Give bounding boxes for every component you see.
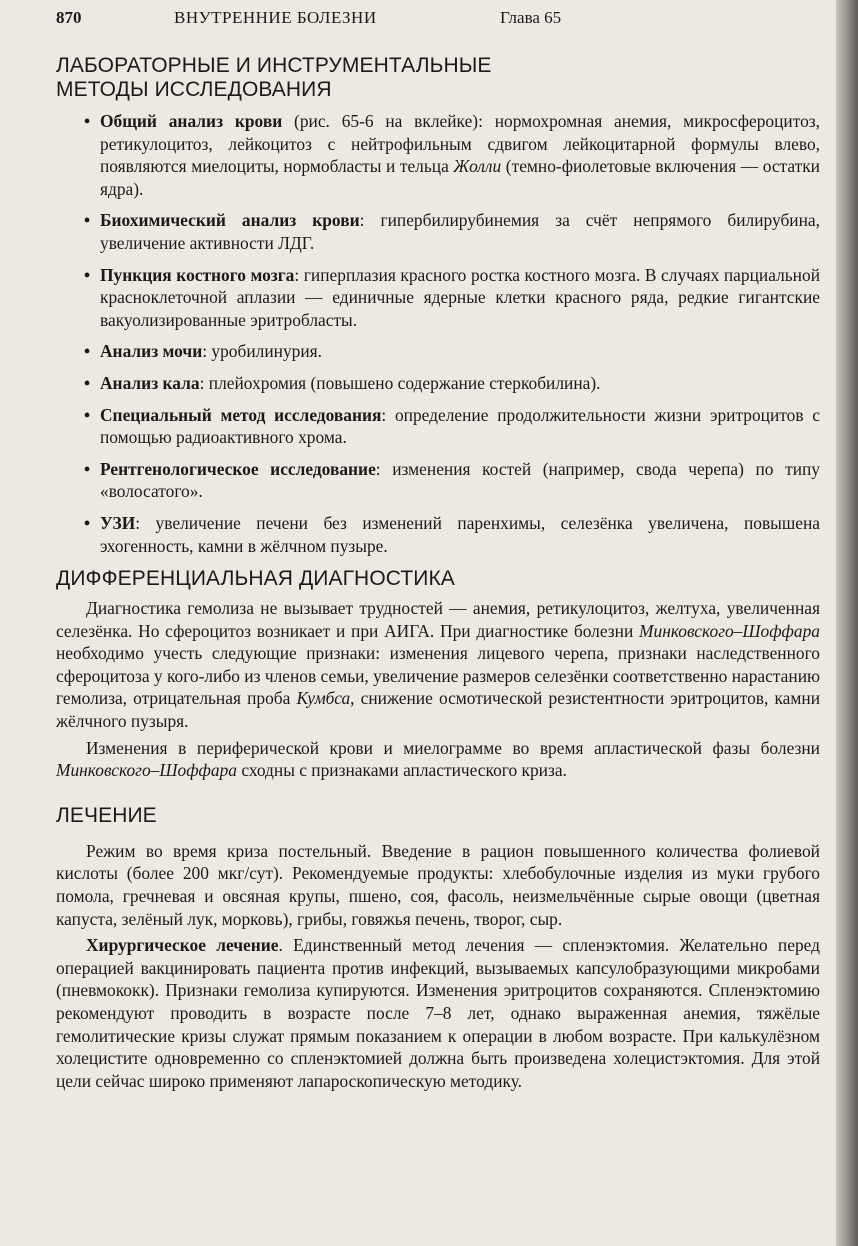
heading-lab-methods: ЛАБОРАТОРНЫЕ И ИНСТРУМЕНТАЛЬНЫЕ МЕТОДЫ ИССЛЕДОВАНИЯ — [56, 54, 492, 101]
paragraph-diagnosis: Диагностика гемолиза не вызывает трудностей — анемия, ретикулоцитоз, желтуха, увеличенная селезёнка. Но сфероцитоз возникает и при АИГА. При диагностике болезни Минковского–Шоффара необходимо учесть следующие признаки: изменения лицевого черепа, признаки наследственного сфероцитоза у кого-либо из членов семьи, увеличение размеров селезёнки соответственно нарастанию гемолиза, отрицательная проба Кумбса, снижение осмотической резистентности эритроцитов, камни жёлчного пузыря. — [56, 598, 821, 732]
list-item: • Общий анализ крови (рис. 65-6 на вклейке): нормохромная анемия, микросфероцитоз, ретикулоцитоз, лейкоцитоз с нейтрофильным сдвигом лейкоцитарной формулы влево, появляются миелоциты, нормобласты и тельца Жолли (темно-фиолетовые включения — остатки ядра). — [84, 111, 820, 199]
chapter-label: Глава 65 — [500, 8, 562, 27]
list-item: • Анализ мочи: уробилинурия. — [84, 341, 322, 362]
book-spine-shadow — [836, 0, 858, 1246]
paragraph-surgery: Хирургическое лечение. Единственный метод лечения — спленэктомия. Желательно перед операцией вакцинировать пациента против инфекций, вызываемых капсулобразующими микробами (пневмококк). Признаки гемолиза купируются. Изменения эритроцитов сохраняются. Спленэктомию рекомендуют проводить в возрасте после 7–8 лет, однако выраженная анемия, тяжёлые гемолитические кризы служат прямым показанием к операции в любом возрасте. При калькулёзном холецистите одновременно со спленэктомией должна быть произведена холецистэктомия. Для этой цели сейчас широко применяют лапароскопическую методику. — [56, 935, 820, 1091]
list-item: • Анализ кала: плейохромия (повышено содержание стеркобилина). — [84, 372, 601, 393]
page-content — [56, 54, 820, 1092]
paragraph-aplastic-phase: Изменения в периферической крови и миелограмме во время апластической фазы болезни Минковского–Шоффара сходны с признаками апластического криза. — [56, 737, 820, 781]
heading-treatment: ЛЕЧЕНИЕ — [56, 803, 157, 827]
heading-differential-diagnosis: ДИФФЕРЕНЦИАЛЬНАЯ ДИАГНОСТИКА — [56, 567, 455, 591]
list-item: • Пункция костного мозга: гиперплазия красного ростка костного мозга. В случаях парциальной красноклеточной аплазии — единичные ядерные клетки красного ряда, редкие гигантские вакуолизированные эритробласты. — [84, 264, 820, 330]
running-head — [56, 8, 816, 32]
list-item: • Рентгенологическое исследование: изменения костей (например, свода черепа) по типу «волосатого». — [84, 458, 820, 502]
paragraph-regimen: Режим во время криза постельный. Введение в рацион повышенного количества фолиевой кислоты (более 200 мкг/сут). Рекомендуемые продукты: хлебобулочные изделия из муки грубого помола, гречневая и овсяная крупы, пшено, соя, фасоль, неизмельчённые сырые овощи (цветная капуста, зелёный лук, морковь), грибы, говяжья печень, творог, сыр. — [56, 840, 820, 929]
list-item: • Специальный метод исследования: определение продолжительности жизни эритроцитов с помощью радиоактивного хрома. — [84, 404, 820, 448]
list-item: • УЗИ: увеличение печени без изменений паренхимы, селезёнка увеличена, повышена эхогенность, камни в жёлчном пузыре. — [84, 512, 820, 556]
page-number: 870 — [56, 8, 82, 27]
lab-methods-list — [56, 110, 820, 557]
list-item: • Биохимический анализ крови: гипербилирубинемия за счёт непрямого билирубина, увеличение активности ЛДГ. — [84, 210, 820, 253]
book-title: ВНУТРЕННИЕ БОЛЕЗНИ — [174, 8, 377, 27]
